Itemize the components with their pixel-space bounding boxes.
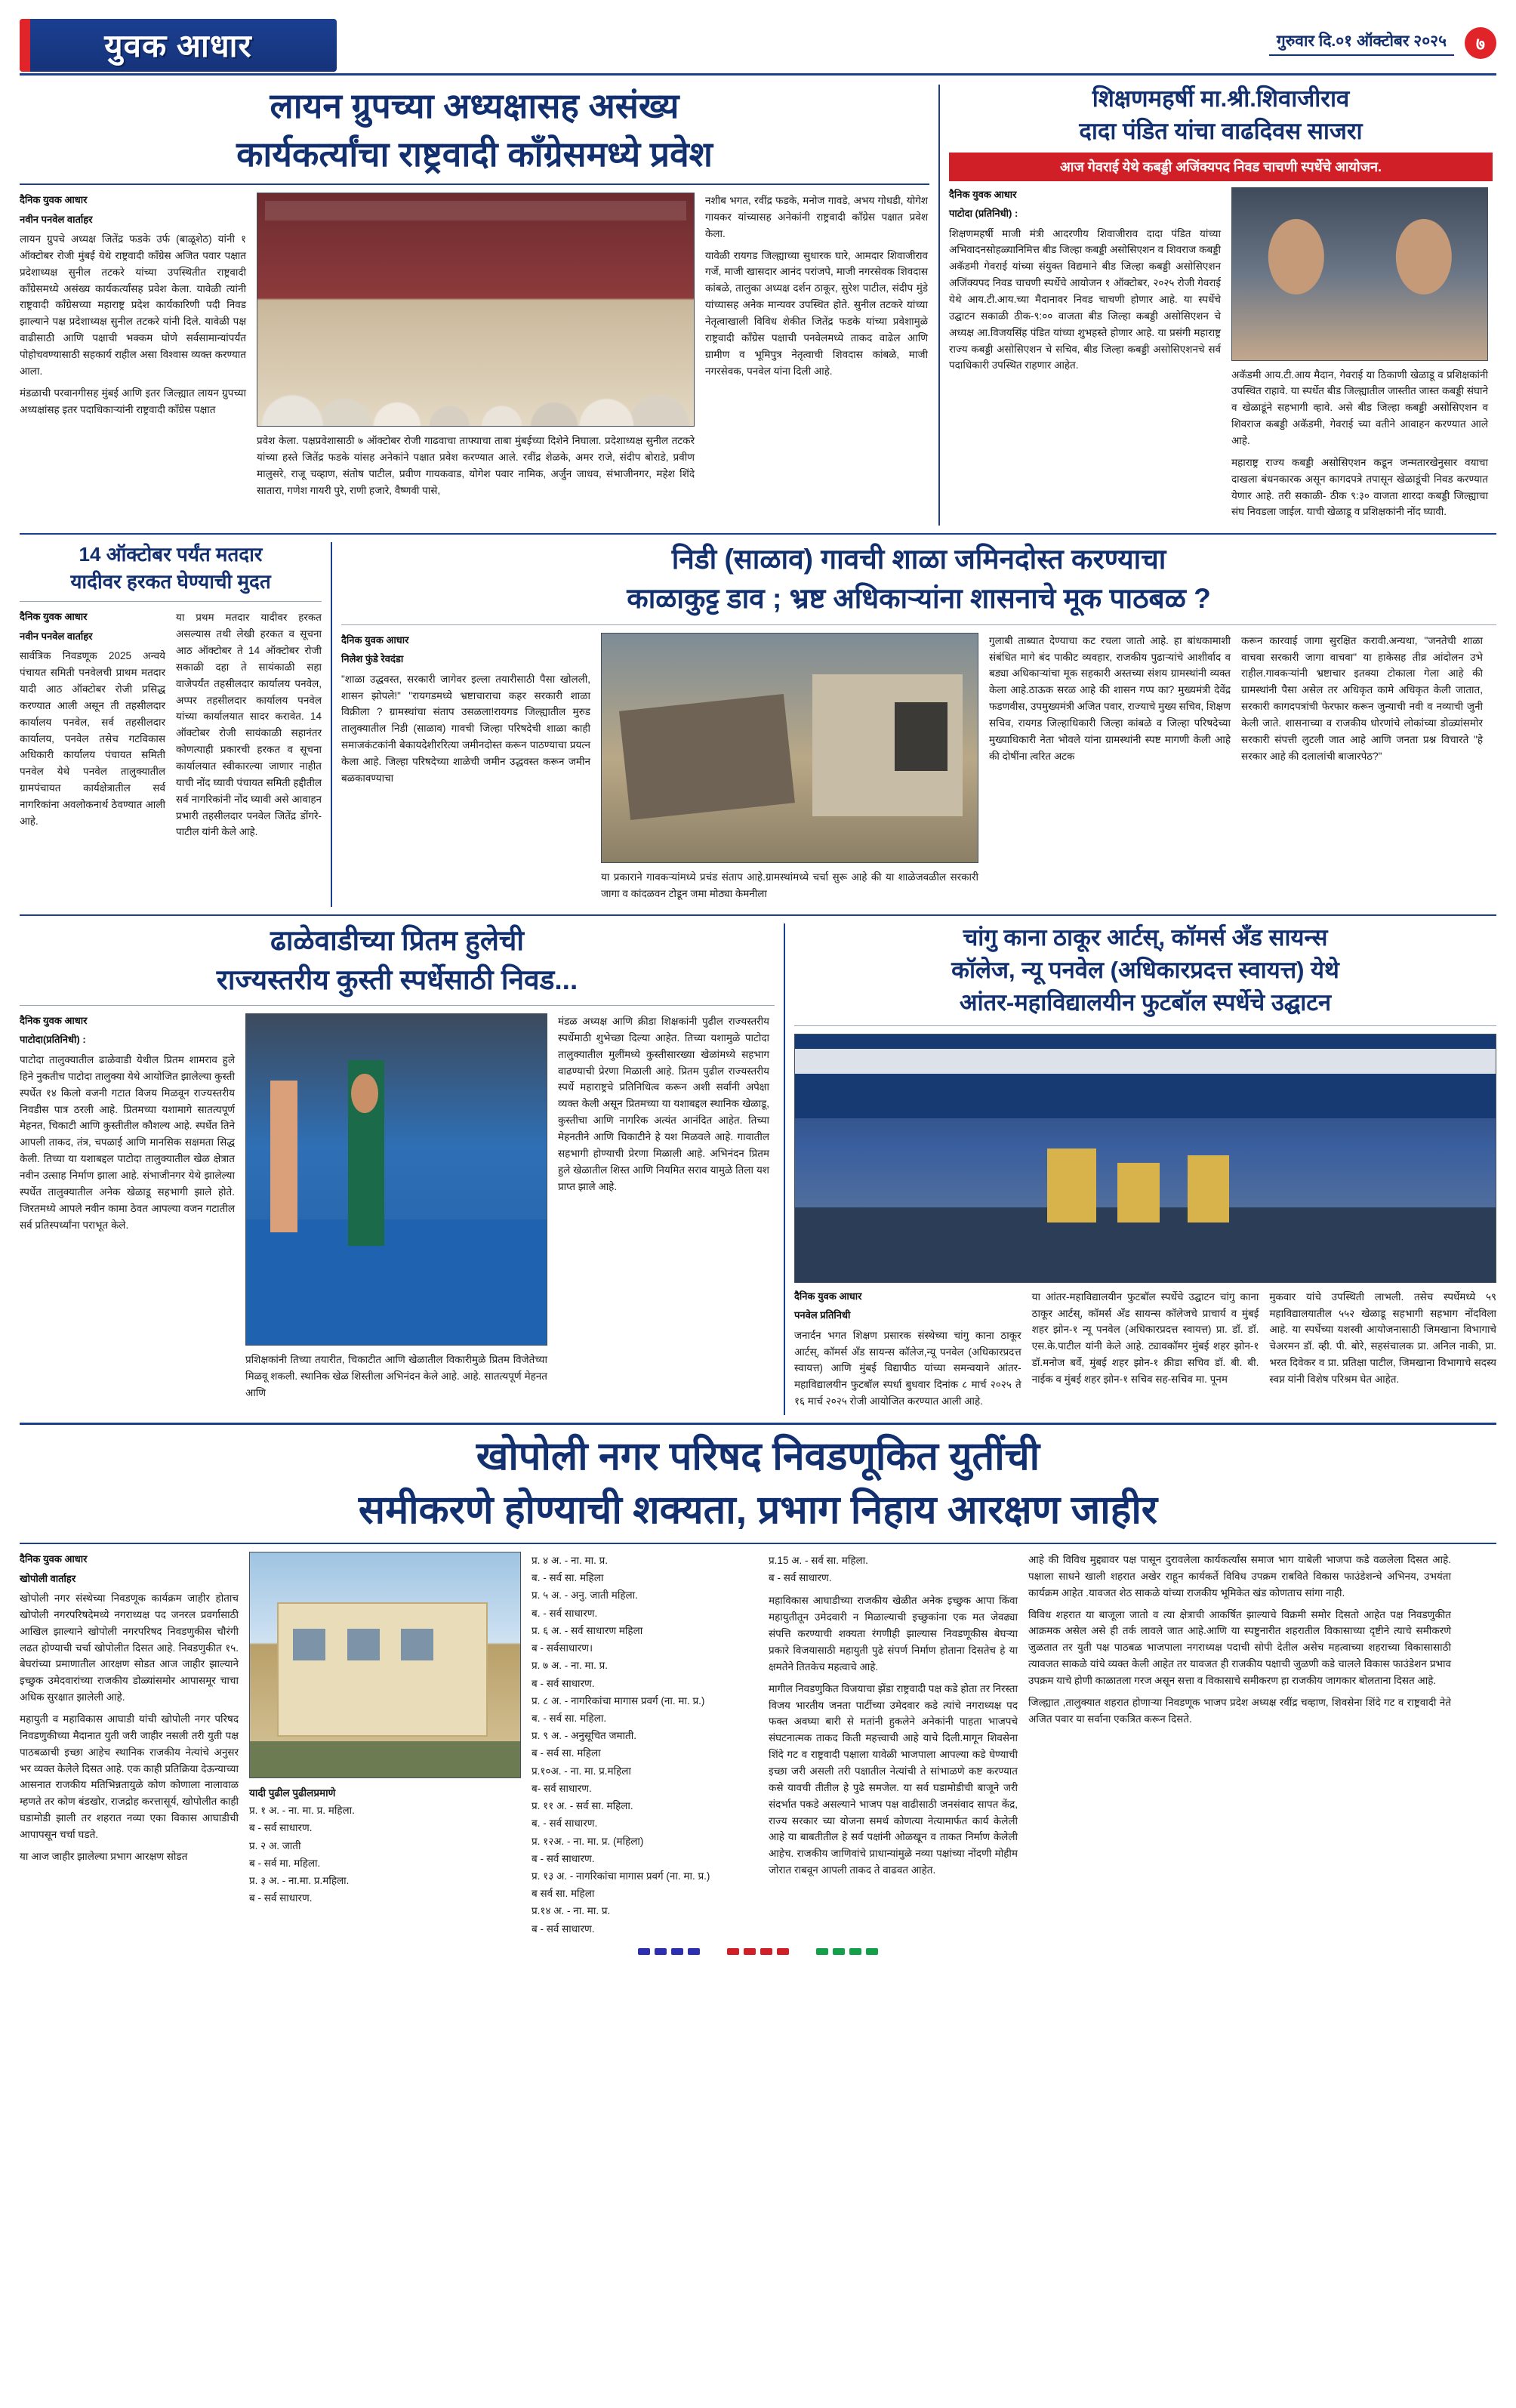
khopoli-col-2 — [249, 1552, 521, 1938]
birthday-headline-2: दादा पंडित यांचा वाढदिवस साजरा — [1079, 117, 1363, 144]
list-item: प्र.15 अ. - सर्व सा. महिला. — [769, 1555, 868, 1566]
wrestling-byline-2: पाटोदा(प्रतिनिधी) : — [20, 1034, 86, 1046]
lead-text-1b: मंडळाची परवानगीसह मुंबई आणि इतर जिल्ह्यात लायन ग्रुपच्या अध्यक्षांसह इतर पदाधिकाऱ्यांनी राष्ट्रवादी काँग्रेस पक्षात — [20, 387, 246, 415]
list-item: ब - सर्व सा. महिला — [532, 1747, 601, 1759]
list-item: ब - सर्व साधारण. — [769, 1572, 832, 1584]
khopoli-text-4b: विविध शहरात या बाजूला जातो व त्या क्षेत्राची आकर्षित झाल्याचे विक्रमी समोर दिसतो आहेत पक्ष निवडणुकीत आक्रमक असेल असे ही तर्क लावले जात आहे.आणि या स्पष्टुनारीत शहरातील विकासाच्या दृष्टीने त्याचे समीकरणे जुळतात तर युती पक्ष पाठबळ भाजपाला नगराध्यक्ष पदाची सोपी देतील असेच महत्वाच्या शहराच्या विकासासाठी त्यावजत साकळे यांचे व्यक्त केली आहेत तर यावजत ही राजकीय पक्षाची जुळणी कडे चालले विकास फाउंडेशन प्रभाव उपक्रम याचे होणी काळातला गरज असून सत्ता व विकासाचे समीकरण हा राजकीय जागकार बोलताना दिसत आहे. — [1028, 1608, 1451, 1687]
lead-photo — [257, 193, 695, 427]
portrait-left — [1232, 188, 1360, 360]
birthday-headline-1: शिक्षणमहर्षी मा.श्री.शिवाजीराव — [1092, 85, 1350, 112]
khopoli-list-header: यादी पुढील पुढीलप्रमाणे — [249, 1787, 336, 1799]
lead-byline-2: नवीन पनवेल वार्ताहर — [20, 213, 93, 225]
college-col-3 — [1269, 1289, 1496, 1415]
college-byline-1: दैनिक युवक आधार — [794, 1290, 862, 1302]
lead-photo-figures — [257, 298, 694, 426]
school-col-1 — [341, 633, 590, 908]
publication-logo — [20, 19, 337, 72]
college-col-2 — [1032, 1289, 1259, 1415]
school-article — [341, 542, 1496, 907]
wrestling-text-3: प्रशिक्षकांनी तिच्या तयारीत, चिकाटीत आणि खेळातील विकारीमुळे प्रितम विजेतेच्या मिळवू शकली. स्थानिक खेळ शिस्तीला अभिनंदन केले आहे. आहे. सातत्यपूर्ण मेहनत आणि — [245, 1353, 547, 1398]
list-item: ब - सर्व मा. महिला. — [249, 1857, 321, 1869]
voter-byline-1: दैनिक युवक आधार — [20, 611, 88, 623]
birthday-redbar: आज गेवराई येथे कबड्डी अजिंक्यपद निवड चाचणी स्पर्धेचे आयोजन. — [949, 153, 1493, 181]
list-item: ब. - सर्व साधारण. — [532, 1818, 598, 1830]
wrestling-text-2: मंडळ अध्यक्ष आणि क्रीडा शिक्षकांनी पुढील राज्यस्तरीय स्पर्धेमाठी शुभेच्छा दिल्या आहेत. तिच्या यशामुळे पाटोदा तालुक्यातील मुलींमध्ये कुस्तीसारख्या खेळांमध्ये सहभाग वाढण्याची प्रेरणा मिळाली आहे. प्रितम पुढील राज्यस्तरीय स्पर्धे महाराष्ट्रचे प्रतिनिधित्व करून अशी सर्वांनी अपेक्षा व्यक्त केली असून प्रितमच्या या यशाबद्दल स्थानिक खेळाडू, कुस्तीचा आणि नागरिक अत्यंत आनंदित आहेत. तिच्या मेहनतीने आणि चिकाटीने हे यश मिळवले आहे. गावातील सहभागी होण्याची प्रेरणा मिळाली आहे. अभिनंदन प्रितम हुले खेळातील शिस्त आणि नियमित सराव यामुळे तिला यश प्राप्त झाले आहे. — [558, 1015, 769, 1192]
college-text-1: जनार्दन भगत शिक्षण प्रसारक संस्थेच्या चांगु काना ठाकूर आर्टस्, कॉमर्स अँड सायन्स कॉलेज,न्यू पनवेल (अधिकारप्रदत्त स्वायत्त) आणि मुंबई विद्यापीठ यांच्या समन्वयाने आंतर-महाविद्यालयीन फुटबॉल स्पर्धा बुधवार दिनांक ८ मार्च २०२५ ते १६ मार्च २०२५ रोजी आयोजित करण्यात आली आहे. — [794, 1329, 1021, 1407]
khopoli-byline-2: खोपोली वार्ताहर — [20, 1572, 76, 1584]
color-swatch — [849, 1948, 861, 1955]
khopoli-text-1: खोपोली नगर संस्थेच्या निवडणूक कार्यक्रम जाहीर होताच खोपोली नगरपरिषदेमध्ये नगराध्यक्ष पद जनरल प्रवर्गासाठी आखिल झाल्याने खोपोली नगरपरिषद निवडणुकीस चौरंगी लढत होण्याची चर्चा खोपोलीत दिसत आहे. निवडणुकीत १५. बेघरांच्या प्रमाणातील आरक्षण सोडत आज जाहीर झाल्याने इच्छुक उमेदवारांच्या राजकीय डोळ्यांसमोर आपासमूर चाचा अधिक सुरक्षात झालेली आहे. — [20, 1592, 239, 1703]
list-item: ब सर्व सा. महिला — [532, 1888, 595, 1900]
color-swatch — [671, 1948, 683, 1955]
lead-col-3 — [705, 193, 928, 504]
school-byline-2: निलेश फुंडे रेवदंडा — [341, 653, 404, 665]
khopoli-col-4 — [769, 1552, 1018, 1938]
section-rule-1 — [20, 533, 1496, 535]
college-photo — [794, 1034, 1496, 1283]
list-item: प्र. ८ अ. - नागरिकांचा मागास प्रवर्ग (ना. मा. प्र.) — [532, 1694, 705, 1707]
khopoli-text-4c: जिल्ह्यात ,तालुक्यात शहरात होणाऱ्या निवडणूक भाजप प्रदेश अध्यक्ष रवींद्र चव्हाण, शिवसेना शिंदे गट व राष्ट्रवादी नेते अजित पवार या सर्वाना एकत्रित करून दिसते. — [1028, 1696, 1451, 1725]
voter-col-1 — [20, 609, 165, 846]
footer-color-strip — [20, 1948, 1496, 1955]
vertical-rule-3 — [784, 923, 785, 1415]
college-col-1 — [794, 1289, 1021, 1415]
lead-photo-col — [257, 193, 695, 504]
issue-date: गुरुवार दि.०१ ऑक्टोबर २०२५ — [1269, 30, 1454, 56]
college-text-3: मुकवार यांचे उपस्थिती लाभली. तसेच स्पर्धेमध्ये ५९ महाविद्यालयातील ५५२ खेळाडू सहभागी सहभाग नोंदविला आहे. या स्पर्धेच्या यशस्वी आयोजनासाठी जिमखाना विभागाचे चेअरमन डॉ. व्ही. पी. बोरे, सहसंचालक प्रा. अनिल नाकी, प्रा. भरत दिवेकर व प्रा. प्रतिक्षा पाटील, जिमखाना विभागाचे सदस्य स्वप्न यांनी विशेष परिश्रम घेत आहेत. — [1269, 1290, 1497, 1385]
color-swatch — [777, 1948, 789, 1955]
list-item: प्र. ७ अ. - ना. मा. प्र. — [532, 1660, 609, 1672]
wrestling-photo — [245, 1013, 547, 1346]
birthday-byline-1: दैनिक युवक आधार — [949, 188, 1017, 200]
khopoli-col-3 — [532, 1552, 758, 1938]
school-col-4 — [1241, 633, 1483, 908]
list-item: प्र. १ अ. - ना. मा. प्र. महिला. — [249, 1805, 355, 1817]
lead-byline-1: दैनिक युवक आधार — [20, 194, 88, 205]
school-text-2: या प्रकाराने गावकऱ्यांमध्ये प्रचंड संताप आहे.ग्रामस्थांमध्ये चर्चा सुरू आहे की या शाळेजवळील सरकारी जागा व कांदळवन टोडून जमा मोठ्या केमनीला — [601, 871, 978, 899]
school-col-3 — [989, 633, 1231, 908]
list-item: प्र. ५ अ. - अनु. जाती महिला. — [532, 1589, 638, 1602]
voter-col-2 — [176, 609, 322, 846]
section-rule-3 — [20, 1423, 1496, 1425]
khopoli-reservation-list — [249, 1802, 521, 1907]
wrestling-byline-1: दैनिक युवक आधार — [20, 1014, 88, 1026]
wrestling-text-1: पाटोदा तालुक्यातील ढाळेवाडी येथील प्रितम शामराव हुले हिने नुकतीच पाटोदा तालुक्या येथे आयोजित झालेल्या कुस्ती स्पर्धेत १४ किलो वजनी गटात विजय मिळवून राज्यस्तरीय निवडीस पात्र ठरली आहे. प्रितमच्या यशामागे सातत्यपूर्ण मेहनत, चिकाटी आणि कुस्तीतील कौशल्य आहे. स्पर्धेत तिने आपली ताकद, तंत्र, चपळाई आणि मानसिक सक्षमता सिद्ध केली. तिच्या या यशाबद्दल पाटोदा तालुक्यातील खेळ क्षेत्रात नवीन उत्साह निर्माण झाला आहे. संभाजीनगर येथे झालेल्या स्पर्धेत तालुक्यातील अनेक खेळाडू सहभागी झाले होते. जिरतमध्ये आपले नवीन कामा ठेवत आपल्या वजन गटातील सर्व प्रतिस्पर्ध्यांना पराभूत केले. — [20, 1053, 235, 1231]
lead-article — [20, 85, 929, 526]
list-item: ब - सर्व साधारण. — [532, 1677, 595, 1689]
school-text-3: गुलाबी ताब्यात देण्याचा कट रचला जातो आहे. हा बांधकामाशी संबंधित मागे बंद पाकीट व्यवहार, राजकीय पुढाऱ्यांचे आशीर्वाद व बड्या अधिकाऱ्यांचा मूक सहकारी अस्तच्या संशय ग्रामस्थांनी व्यक्त केला आहे.ठाऊक सरळ आहे की शासन गप्प का? मुख्यमंत्री देवेंद्र फडणवीस, उपमुख्यमंत्री अजित पवार, राज्याचे मुख्य सचिव, शिक्षण सचिव, रायगड जिल्हाधिकारी जिल्हा कांबळे व जिल्हा परिषदेच्या मुख्याधिकारी नेता भोवले यांना ग्रामस्थांनी स्पष्ट मागणी केली आहे की दोषींना त्वरित अटक — [989, 634, 1231, 762]
birthday-photo — [1231, 187, 1488, 361]
top-section — [20, 85, 1496, 526]
college-columns — [794, 1289, 1496, 1415]
list-item: प्र. ३ अ. - ना.मा. प्र.महिला. — [249, 1875, 350, 1887]
list-item: प्र. ४ अ. - ना. मा. प्र. — [532, 1555, 609, 1566]
list-item: प्र. ९ अ. - अनुसूचित जमाती. — [532, 1730, 636, 1742]
voter-headline-2: यादीवर हरकत घेण्याची मुदत — [70, 569, 271, 593]
wrestling-headline-2: राज्यस्तरीय कुस्ती स्पर्धेसाठी निवड... — [216, 964, 578, 995]
khopoli-article — [20, 1432, 1496, 1938]
school-byline-1: दैनिक युवक आधार — [341, 634, 409, 646]
khopoli-reservation-list-cont — [532, 1552, 758, 1938]
list-item: ब - सर्व साधारण. — [249, 1892, 313, 1904]
voter-text-2: या प्रथम मतदार यादीवर हरकत असल्यास तथी लेखी हरकत व सूचना आठ ऑक्टोबर ते 14 ऑक्टोबर रोजी सकाळी दहा ते सायंकाळी सहा वाजेपर्यंत तहसीलदार कार्यालय पनवेल, अप्पर तहसीलदार कार्यालय पनवेल यांच्या कार्यालयात सादर करावेत. 14 ऑक्टोबर रोजी सायंकाळी सहानंतर कोणत्याही प्रकारची हरकत व सूचना कार्यालयात स्वीकारल्या जाणार नाहीत याची नोंद घ्यावी पंचायत समिती हद्दीतील सर्व नागरिकांनी नोंद घ्यावी असे आवाहन प्रभारी तहसीलदार पनवेल जितेंद्र डोंगरे-पाटील यांनी केले आहे. — [176, 612, 322, 838]
lead-text-3b: यावेळी रायगड जिल्ह्याच्या सुधारक घारे, आमदार शिवाजीराव गर्जे, माजी खासदार आनंद परांजपे, माजी नगरसेवक शिवदास कांबळे, तालुका अध्यक्ष दर्शन ठाकूर, सुरेश पाटील, संदीप मुंडे यांच्यासह अनेक मान्यवर उपस्थित होते. सुनील तटकरे यांच्या नेतृत्वाखाली विविध शेकीत जितेंद्र फडके यांच्या प्रवेशामुळे राष्ट्रवादी काँग्रेस पक्षाची पनवेलमध्ये ताकद वाढेल आणि ग्रामीण व भूमिपुत्र नेतृत्वाची शिवदास कांबळे, माजी नगरसेवक, पनवेल यांना दिली आहे. — [705, 249, 928, 377]
birthday-col-1 — [949, 187, 1221, 526]
khopoli-col-1 — [20, 1552, 239, 1938]
college-headline-2: कॉलेज, न्यू पनवेल (अधिकारप्रदत्त स्वायत्त) येथे — [951, 957, 1339, 984]
wrestling-col-1 — [20, 1013, 235, 1407]
khopoli-reservation-list-end — [769, 1552, 1018, 1586]
list-item: ब - सर्वसाधारण। — [532, 1642, 593, 1654]
khopoli-columns — [20, 1552, 1496, 1938]
college-byline-2: पनवेल प्रतिनिधी — [794, 1309, 851, 1321]
color-swatch — [655, 1948, 667, 1955]
color-swatch — [833, 1948, 845, 1955]
birthday-text-2b: महाराष्ट्र राज्य कबड्डी असोसिएशन कडून जन्मतारखेनुसार वयाचा दाखला बंधनकारक असून कागदपत्रे तपासून खेळाडूंची निवड करण्यात येणार आहे. तरी सकाळी- ठीक ९:३० वाजता शारदा कबड्डी जिल्ह्याचा संघ निवडला जाईल. याची खेळाडू व प्रशिक्षकांनी नोंद घ्यावी. — [1231, 456, 1488, 518]
voter-headline-1: 14 ऑक्टोबर पर्यंत मतदार — [79, 543, 263, 566]
color-swatch — [688, 1948, 700, 1955]
khopoli-text-1c: या आज जाहीर झालेल्या प्रभाग आरक्षण सोडत — [20, 1850, 188, 1862]
wrestling-article — [20, 923, 775, 1415]
college-headline-3: आंतर-महाविद्यालयीन फुटबॉल स्पर्धेचे उद्घाटन — [959, 988, 1332, 1016]
khopoli-byline-1: दैनिक युवक आधार — [20, 1553, 88, 1565]
color-swatch — [744, 1948, 756, 1955]
school-photo — [601, 633, 978, 863]
second-section — [20, 542, 1496, 907]
birthday-text-1: शिक्षणमहर्षी माजी मंत्री आदरणीय शिवाजीराव दादा पंडित यांच्या अभिवादनसोहळ्यानिमित्त बीड जिल्हा कबड्डी असोसिएशन व शिवराज कबड्डी अकॅडमी गेवराई यांच्या संयुक्त विद्यमाने बीड जिल्हा कबड्डी असोसिएशन अजिंक्यपद निवड चाचणी स्पर्धेचे आयोजन १ ऑक्टोबर, २०२५ रोजी गेवराई येथे आय.टी.आय.च्या मैदानावर निवड चाचणी होणार आहे. या स्पर्धेचे उद्घाटन सकाळी ठीक-९:०० वाजता बीड जिल्हा कबड्डी असोसिएशन चे अध्यक्ष आ.विजयसिंह पंडित यांच्या शुभहस्ते होणार आहे. या प्रसंगी महाराष्ट्र राज्य कबड्डी असोसिएशन चे सचिव, बीड जिल्हा कबड्डी असोसिएशनचे सर्व पदाधिकारी उपस्थित राहणार आहेत. — [949, 227, 1221, 372]
portrait-right — [1360, 188, 1487, 360]
publication-title: युवक आधार — [104, 28, 252, 63]
voter-columns — [20, 609, 322, 846]
lead-text-2: प्रवेश केला. पक्षप्रवेशासाठी ७ ऑक्टोबर रोजी गाढवाचा ताफ्याचा ताबा मुंबईच्या दिशेने निघाला. प्रदेशाध्यक्ष सुनील तटकरे यांच्या हस्ते जितेंद्र फडके यांसह अनेकांने पक्षात प्रवेश करण्यात आले. रवींद्र शेळके, अमर राजे, संदीप बोराडे, प्रवीण मालुसरे, राजू चव्हाण, संतोष पाटील, प्रवीण गायकवाड, योगेश पवार नामिक, अर्जुन जाधव, संभाजीनगर, महेश शिंदे सातारा, गणेश गायरी पुरे, राणी हजारे, वैष्णवी पासे, — [257, 435, 695, 496]
wrestling-col-2 — [558, 1013, 769, 1407]
lead-text-3: नशीब भगत, रवींद्र फडके, मनोज गावडे, अभय गोधडी, योगेश गायकर यांच्यासह अनेकांनी राष्ट्रवादी काँग्रेस पक्षात प्रवेश केला. — [705, 195, 928, 239]
college-headline-1: चांगु काना ठाकूर आर्टस्, कॉमर्स अँड सायन्स — [963, 924, 1328, 951]
school-headline-1: निडी (साळाव) गावची शाळा जमिनदोस्त करण्याचा — [671, 544, 1166, 575]
list-item: प्र. ११ अ. - सर्व सा. महिला. — [532, 1800, 633, 1812]
color-swatch — [638, 1948, 650, 1955]
voter-text-1: सार्वत्रिक निवडणूक 2025 अन्वये पंचायत समिती पनवेलची प्राथम मतदार यादी आठ ऑक्टोबर रोजी प्रसिद्ध करण्यात आली असून ती तहसीलदार कार्यालय पनवेल, सर्व तहसीलदार कार्यालय, पनवेल तसेच गटविकास अधिकारी कार्यालय पंचायत समिती पनवेल येथे पनवेल तालुक्यातील ग्रामपंचायत कार्यक्षेत्रातील सर्व नागरिकांना अवलोकनार्थ ठेवण्यात आली आहे. — [20, 650, 165, 827]
list-item: ब. - सर्व सा. महिला. — [532, 1712, 607, 1724]
vertical-rule-2 — [331, 542, 332, 907]
birthday-article — [949, 85, 1493, 526]
list-item: ब- सर्व साधारण. — [532, 1782, 592, 1794]
voter-article — [20, 542, 322, 907]
khopoli-headline-1: खोपोली नगर परिषद निवडणूकित युतींची — [476, 1435, 1040, 1478]
list-item: ब - सर्व साधारण. — [532, 1852, 595, 1864]
list-item: प्र.१४ अ. - ना. मा. प्र. — [532, 1905, 611, 1917]
khopoli-text-3b: मागील निवडणुकित विजयाचा झेंडा राष्ट्रवादी पक्ष कडे होता तर निरस्ता विजय भारतीय जनता पार्टीच्या उमेदवार कडे त्यांचे नगराध्यक्ष पद फक्त अवघ्या बारी से मतांनी हुकलेने अनेकांनी पाहता भाजपचे संघटनात्मक ताकद किती महत्त्वाची आहे याचे दिली.मागून शिवसेना शिंदे गट व राष्ट्रवादी पक्षाला यावेळी भाजपाला आपल्या कडे घेण्याची इच्छा जरी असली तरी पक्षातील नेत्यांची ते सांभाळणे कष्ट करण्यात कसे यावची तीतील हे पुढे समजेल. या सर्व घडामोडीची बाजूने जरी संदर्भात पकडे असल्याने भाजप पक्ष वाढीसाठी जनसंवाद सापत केंद्र, राज्य सरकार च्या योजना समर्थ कोणत्या नेत्यामार्फत कार्य केलेली आहे या बाबतीतील हे सर्व पक्षांनी ओळखून व ताकत निर्माण केलेली आहेच. राजकीय जाणिवांचे प्राधान्यांमुळे नव्या पक्षांच्या नोंदणी मोहीम जोरात राबवून आपली ताकद ते वाढवत आहेत. — [769, 1682, 1018, 1876]
school-text-1: "शाळा उद्धवस्त, सरकारी जागेवर इल्ला तयारीसाठी पैसा खोलली, शासन झोपले!" "रायगडमध्ये भ्रष्टाचाराचा कहर सरकारी शाळा विक्रीला ? ग्रामस्थांचा संताप उसळला!रायगड जिल्ह्यातील मुरुड तालुक्यातील निडी (साळाव) गावची जिल्हा परिषदेची शाळा काही समाजकंटकांनी बेकायदेशीररित्या जमीनदोस्त करून पाठण्याचा प्रयत्न केला आहे. जिल्हा परिषदेच्या शाळेची जमीन उद्धवस्त करून जमीन बळकावण्याचा — [341, 673, 590, 784]
color-swatch — [816, 1948, 828, 1955]
khopoli-text-4: आहे की विविध मुद्द्यावर पक्ष पासून दुरावलेला कार्यकर्त्यांस समाज भाग याबेली भाजपा कडे वळलेला दिसत आहे. पक्षाला साधने खाली शहरात अखेर राहून कार्यकर्ते विविध उपक्रम राबविते विकास फाउंडेशन्चे अभिनय, उभयंता कार्यक्रम आहेत .यावजत शेठ साकळे यांच्या राजकीय भूमिकेत खंड कोणताच सांगा नाही. — [1028, 1554, 1451, 1599]
school-headline-2: काळाकुट्ट डाव ; भ्रष्ट अधिकाऱ्यांना शासनाचे मूक पाठबळ ? — [627, 583, 1211, 615]
page-content — [20, 85, 1496, 1955]
birthday-byline-2: पाटोदा (प्रतिनिधी) : — [949, 208, 1018, 219]
school-photo-col — [601, 633, 978, 908]
voter-byline-2: नवीन पनवेल वार्ताहर — [20, 630, 93, 642]
wrestling-photo-col — [245, 1013, 547, 1407]
birthday-columns — [949, 187, 1493, 526]
birthday-col-2 — [1231, 187, 1488, 526]
lead-col-1 — [20, 193, 246, 504]
college-text-2: या आंतर-महाविद्यालयीन फुटबॉल स्पर्धेचे उद्घाटन चांगु काना ठाकूर आर्टस्, कॉमर्स अँड सायन्स कॉलेजचे प्राचार्य व मुंबई शहर झोन-१ न्यू पनवेल (अधिकारप्रदत्त स्वायत्त) प्रा. डॉ. डॉ. एस.के.पाटील यांनी केले आहे. ट्यावकॉमर मुंबई शहर झोन-१ डॉ.मनोज बर्वे, मुंबई शहर झोन-१ क्रीडा सचिव डॉ. बी. बी. नाईक व मुंबई शहर झोन-१ सचिव सह-सचिव मा. पूनम — [1031, 1290, 1259, 1385]
list-item: ब - सर्व साधारण. — [532, 1922, 595, 1935]
list-item: प्र.१०अ. - ना. मा. प्र.महिला — [532, 1765, 631, 1777]
list-item: प्र. १२अ. - ना. मा. प्र. (महिला) — [532, 1835, 644, 1847]
color-swatch — [727, 1948, 739, 1955]
color-swatch — [760, 1948, 772, 1955]
third-section — [20, 923, 1496, 1415]
khopoli-text-1b: महायुती व महाविकास आघाडी यांची खोपोली नगर परिषद निवडणुकीच्या मैदानात युती जरी जाहीर नसली तरी युती पक्ष पाठबळाची इच्छा आहेच स्थानिक राजकीय नेत्यांचे अनुसर भर व्यक्त केलेले दिसत आहे. एक काही प्रतिक्रिया देऊन्याच्या आसनात राजकीय मतिभिन्नतायुळे कोण कोणाला नालावाळ म्हणते तर कोण बंडखोर, राजद्रोह करत्तासूर्य, खोपोलीत काही घडामोडी झाली तर शहरात नव्या एका विकास आघाडीची आपापसून चर्चा घडते. — [20, 1713, 239, 1841]
khopoli-photo — [249, 1552, 521, 1778]
lead-headline-1: लायन ग्रुपच्या अध्यक्षासह असंख्य — [270, 86, 679, 125]
birthday-text-2: अकॅडमी आय.टी.आय मैदान, गेवराई या ठिकाणी खेळाडू व प्रशिक्षकांनी उपस्थित राहावे. या स्पर्धेत बीड जिल्ह्यातील जास्तीत जास्त कबड्डी संघाने व खेळाडूंने सहभागी व्हावे. असे बीड जिल्हा कबड्डी असोसिएशन व शिवराज कबड्डी अकॅडमी, गेवराई च्या वतीने आवाहन करण्यात आले आहे. — [1231, 368, 1488, 446]
list-item: प्र. ६ अ. - सर्व साधारण महिला — [532, 1624, 643, 1636]
vertical-rule-1 — [938, 85, 940, 526]
list-item: ब - सर्व साधारण. — [249, 1822, 313, 1834]
school-columns — [341, 633, 1496, 908]
khopoli-headline-2: समीकरणे होण्याची शक्यता, प्रभाग निहाय आरक्षण जाहीर — [358, 1488, 1158, 1532]
school-text-4: करून कारवाई जागा सुरक्षित करावी.अन्यथा, "जनतेची शाळा वाचवा सरकारी जागा वाचवा" या हाकेसह तीव्र आंदोलन उभे राहील.गावकऱ्यांनी भ्रष्टाचार इतक्या टोकाला गेला आहे की ग्रामस्थांनी पैसा असेल तर अधिकृत कामे अधिकृत केली जातात, सरकारी कागदपत्रांची फेरफार करून जुन्याची नवी व नव्याची जुनी केली जाते. शासनाच्या व राजकीय धोरणांचे लोकांच्या डोळ्यांसमोर सरकारी संपत्ती लुटली जात आहे आणि जनता प्रश्न विचारते "हे सरकार आहे की दलालांची बाजारपेठ?" — [1241, 634, 1483, 762]
section-rule-2 — [20, 914, 1496, 916]
lead-headline-2: कार्यकर्त्यांचा राष्ट्रवादी काँग्रेसमध्ये प्रवेश — [236, 134, 713, 174]
khopoli-text-3: महाविकास आघाडीच्या राजकीय खेळीत अनेक इच्छुक आपा किंवा महायुतीतून उमेदवारी न मिळाल्याची इच्छुकांना एक मत जेवढ्या संपत्ति करण्याची शक्यता रंगणीही झाल्यास निवडणूकीस बेघऱ्या प्रकारे विजयासाठी महायुती पुढे संपर्ण निर्माण होताना दिसतेच हे या क्षमतेने तितकेच महत्वाचे आहे. — [769, 1595, 1018, 1673]
list-item: ब. - सर्व सा. महिला — [532, 1572, 604, 1584]
lead-columns — [20, 193, 929, 504]
masthead-right — [1269, 27, 1496, 59]
khopoli-col-5 — [1028, 1552, 1451, 1938]
lead-text-1: लायन ग्रुपचे अध्यक्ष जितेंद्र फडके उर्फ (बाळूशेठ) यांनी १ ऑक्टोबर रोजी मुंबई येथे राष्ट्रवादी काँग्रेस अजित पवार पक्षात प्रदेशाध्यक्ष सुनील तटकरे यांच्या उपस्थितीत राष्ट्रवादी काँग्रेसमध्ये असंख्य कार्यकर्त्यांसह प्रवेश केला. यावेळी त्यांनी राष्ट्रवादी काँग्रेसच्या महाराष्ट्र प्रदेश कार्यकारिणी पदी निवड झाल्याने पक्ष प्रदेशाध्यक्ष सुनील तटकरे यांनी दिले. यावेळी पक्ष वाढीसाठी आणि पक्षाची भक्कम घोणे सर्वसामान्यांपर्यंत पोहोचवण्यासाठी सहकार्य राहील असा विश्वास व्यक्त करण्यात आला. — [20, 233, 246, 377]
masthead — [20, 17, 1496, 76]
color-swatch — [866, 1948, 878, 1955]
wrestling-headline-1: ढाळेवाडीच्या प्रितम हुलेची — [270, 925, 524, 957]
list-item: प्र. २ अ. जाती — [249, 1839, 301, 1851]
wrestling-columns — [20, 1013, 775, 1407]
page-number-badge: ७ — [1465, 27, 1496, 59]
college-article — [794, 923, 1496, 1415]
list-item: ब. - सर्व साधारण. — [532, 1607, 598, 1619]
list-item: प्र. १३ अ. - नागरिकांचा मागास प्रवर्ग (ना. मा. प्र.) — [532, 1870, 710, 1882]
